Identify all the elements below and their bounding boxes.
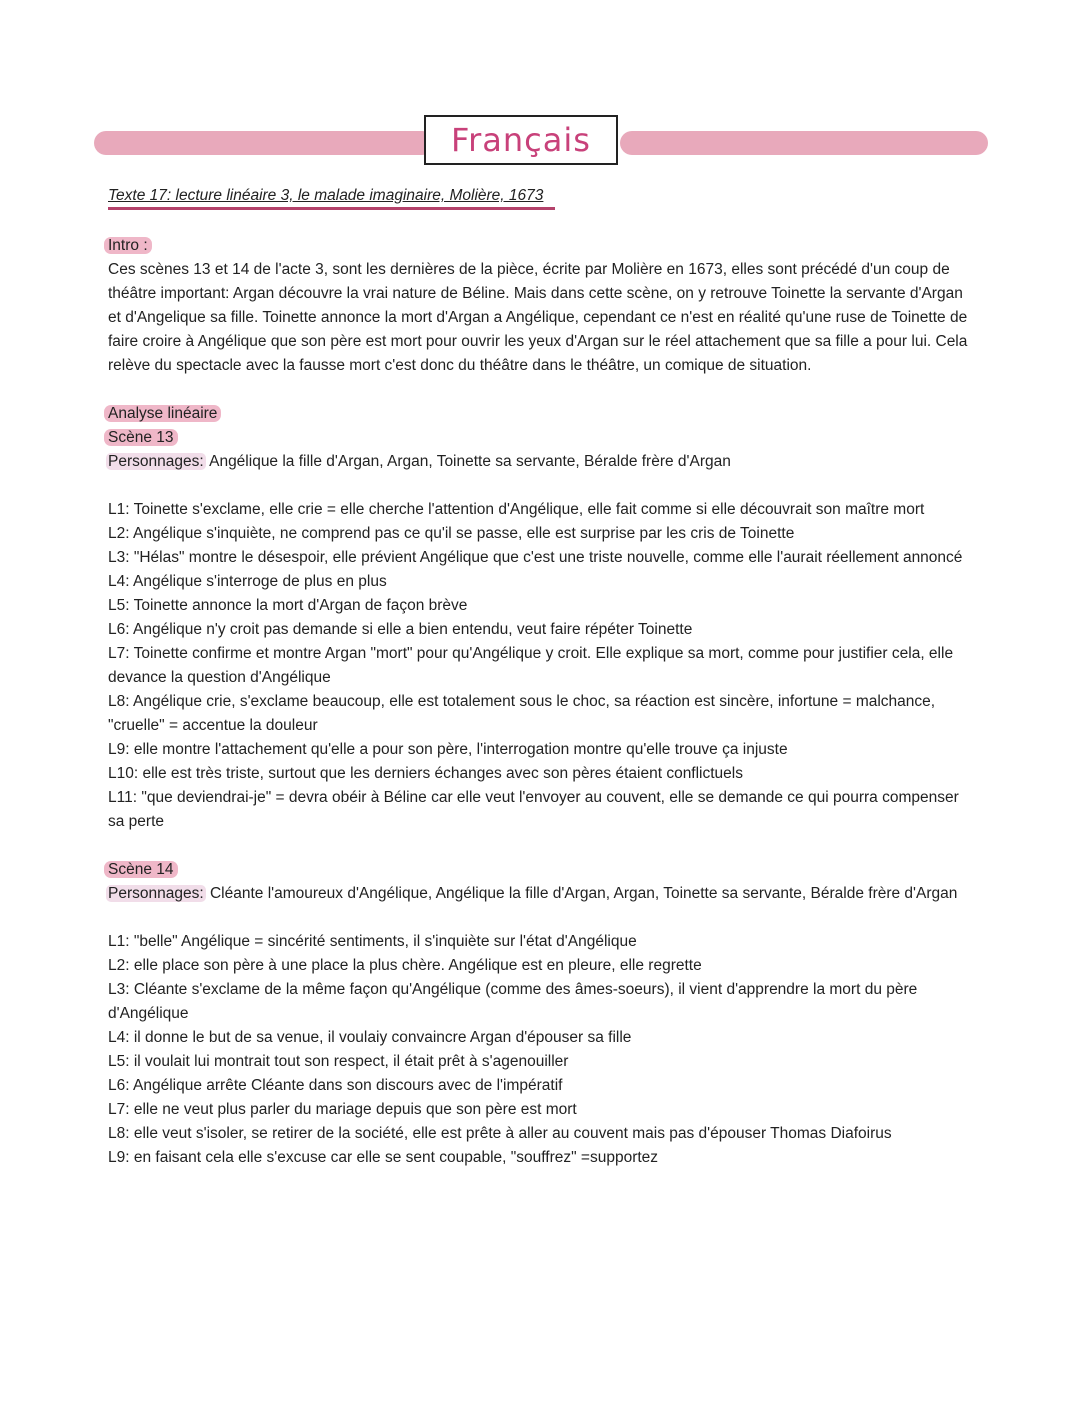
- page-title-box: [424, 115, 618, 165]
- analysis-line: L1: Toinette s'exclame, elle crie = elle cherche l'attention d'Angélique, elle fait comme si elle découvrait son maître mort: [108, 501, 925, 518]
- scene-characters: [108, 882, 978, 906]
- characters-label: Personnages:: [108, 885, 204, 902]
- analysis-line: L9: elle montre l'attachement qu'elle a pour son père, l'interrogation montre qu'elle trouve ça injuste: [108, 741, 788, 758]
- analysis-line: L7: elle ne veut plus parler du mariage depuis que son père est mort: [108, 1101, 577, 1118]
- header-decor-bar-left: [94, 131, 434, 155]
- analysis-line: L7: Toinette confirme et montre Argan "mort" pour qu'Angélique y croit. Elle explique sa mort, comme pour justifier cela, elle devance la question d'Angélique: [108, 645, 954, 686]
- analysis-line: L11: "que deviendrai-je" = devra obéir à Béline car elle veut l'envoyer au couvent, elle se demande ce qui pourra compenser sa perte: [108, 789, 959, 830]
- intro-paragraph: Ces scènes 13 et 14 de l'acte 3, sont les dernières de la pièce, écrite par Molière en 1673, elles sont précédé d'un coup de théâtre important: Argan découvre la vrai nature de Béline. Mais dans cette scène, on y retrouve Toinette la servante d'Argan et d'Angelique sa fille. Toinette annonce la mort d'Argan a Angélique, cependant ce n'est en réalité qu'une ruse de Toinette de faire croire à Angélique que son père est mort pour ouvrir les yeux d'Argan sur le réel attachement que sa fille a pour lui. Cela relève du spectacle avec la fausse mort c'est donc du théâtre dans le théâtre, un comique de situation.: [108, 261, 968, 374]
- analysis-line: L8: elle veut s'isoler, se retirer de la société, elle est prête à aller au couvent mais pas d'épouser Thomas Diafoirus: [108, 1125, 892, 1142]
- analysis-line: L10: elle est très triste, surtout que les derniers échanges avec son pères étaient conflictuels: [108, 765, 743, 782]
- scenes-container: [108, 426, 978, 1170]
- document-subtitle: Texte 17: lecture linéaire 3, le malade imaginaire, Molière, 1673: [108, 185, 555, 210]
- scene-section: [108, 834, 978, 1170]
- header-decor-bar-right: [620, 131, 988, 155]
- characters-label: Personnages:: [108, 453, 204, 470]
- analysis-line: L6: Angélique n'y croit pas demande si elle a bien entendu, veut faire répéter Toinette: [108, 621, 693, 638]
- analysis-line: L4: il donne le but de sa venue, il voulaiy convaincre Argan d'épouser sa fille: [108, 1029, 632, 1046]
- analysis-line: L3: "Hélas" montre le désespoir, elle prévient Angélique que c'est une triste nouvelle, comme elle l'aurait réellement annoncé: [108, 549, 963, 566]
- analysis-line: L5: Toinette annonce la mort d'Argan de façon brève: [108, 597, 468, 614]
- analysis-line: L8: Angélique crie, s'exclame beaucoup, elle est totalement sous le choc, sa réaction est sincère, infortune = malchance, "cruelle" = accentue la douleur: [108, 693, 936, 734]
- characters-list: Angélique la fille d'Argan, Argan, Toinette sa servante, Béralde frère d'Argan: [205, 453, 731, 470]
- analysis-line: L1: "belle" Angélique = sincérité sentiments, il s'inquiète sur l'état d'Angélique: [108, 933, 637, 950]
- analysis-line: L3: Cléante s'exclame de la même façon qu'Angélique (comme des âmes-soeurs), il vient d'apprendre la mort du père d'Angélique: [108, 981, 918, 1022]
- intro-heading: Intro :: [104, 237, 152, 254]
- analysis-line: L2: Angélique s'inquiète, ne comprend pas ce qu'il se passe, elle est surprise par les cris de Toinette: [108, 525, 795, 542]
- page-title: Français: [451, 121, 591, 159]
- scene-heading: Scène 13: [104, 429, 178, 446]
- scene-characters: [108, 450, 978, 474]
- analysis-line: L9: en faisant cela elle s'excuse car elle se sent coupable, "souffrez" =supportez: [108, 1149, 659, 1166]
- analysis-line: L4: Angélique s'interroge de plus en plus: [108, 573, 387, 590]
- analyse-heading: Analyse linéaire: [104, 405, 221, 422]
- scene-section: [108, 426, 978, 834]
- analysis-line: L2: elle place son père à une place la plus chère. Angélique est en pleure, elle regrette: [108, 957, 702, 974]
- analysis-line: L6: Angélique arrête Cléante dans son discours avec de l'impératif: [108, 1077, 563, 1094]
- scene-heading: Scène 14: [104, 861, 178, 878]
- document-body: [108, 184, 978, 1170]
- analysis-line: L5: il voulait lui montrait tout son respect, il était prêt à s'agenouiller: [108, 1053, 569, 1070]
- characters-list: Cléante l'amoureux d'Angélique, Angélique la fille d'Argan, Argan, Toinette sa servante, Béralde frère d'Argan: [205, 885, 958, 902]
